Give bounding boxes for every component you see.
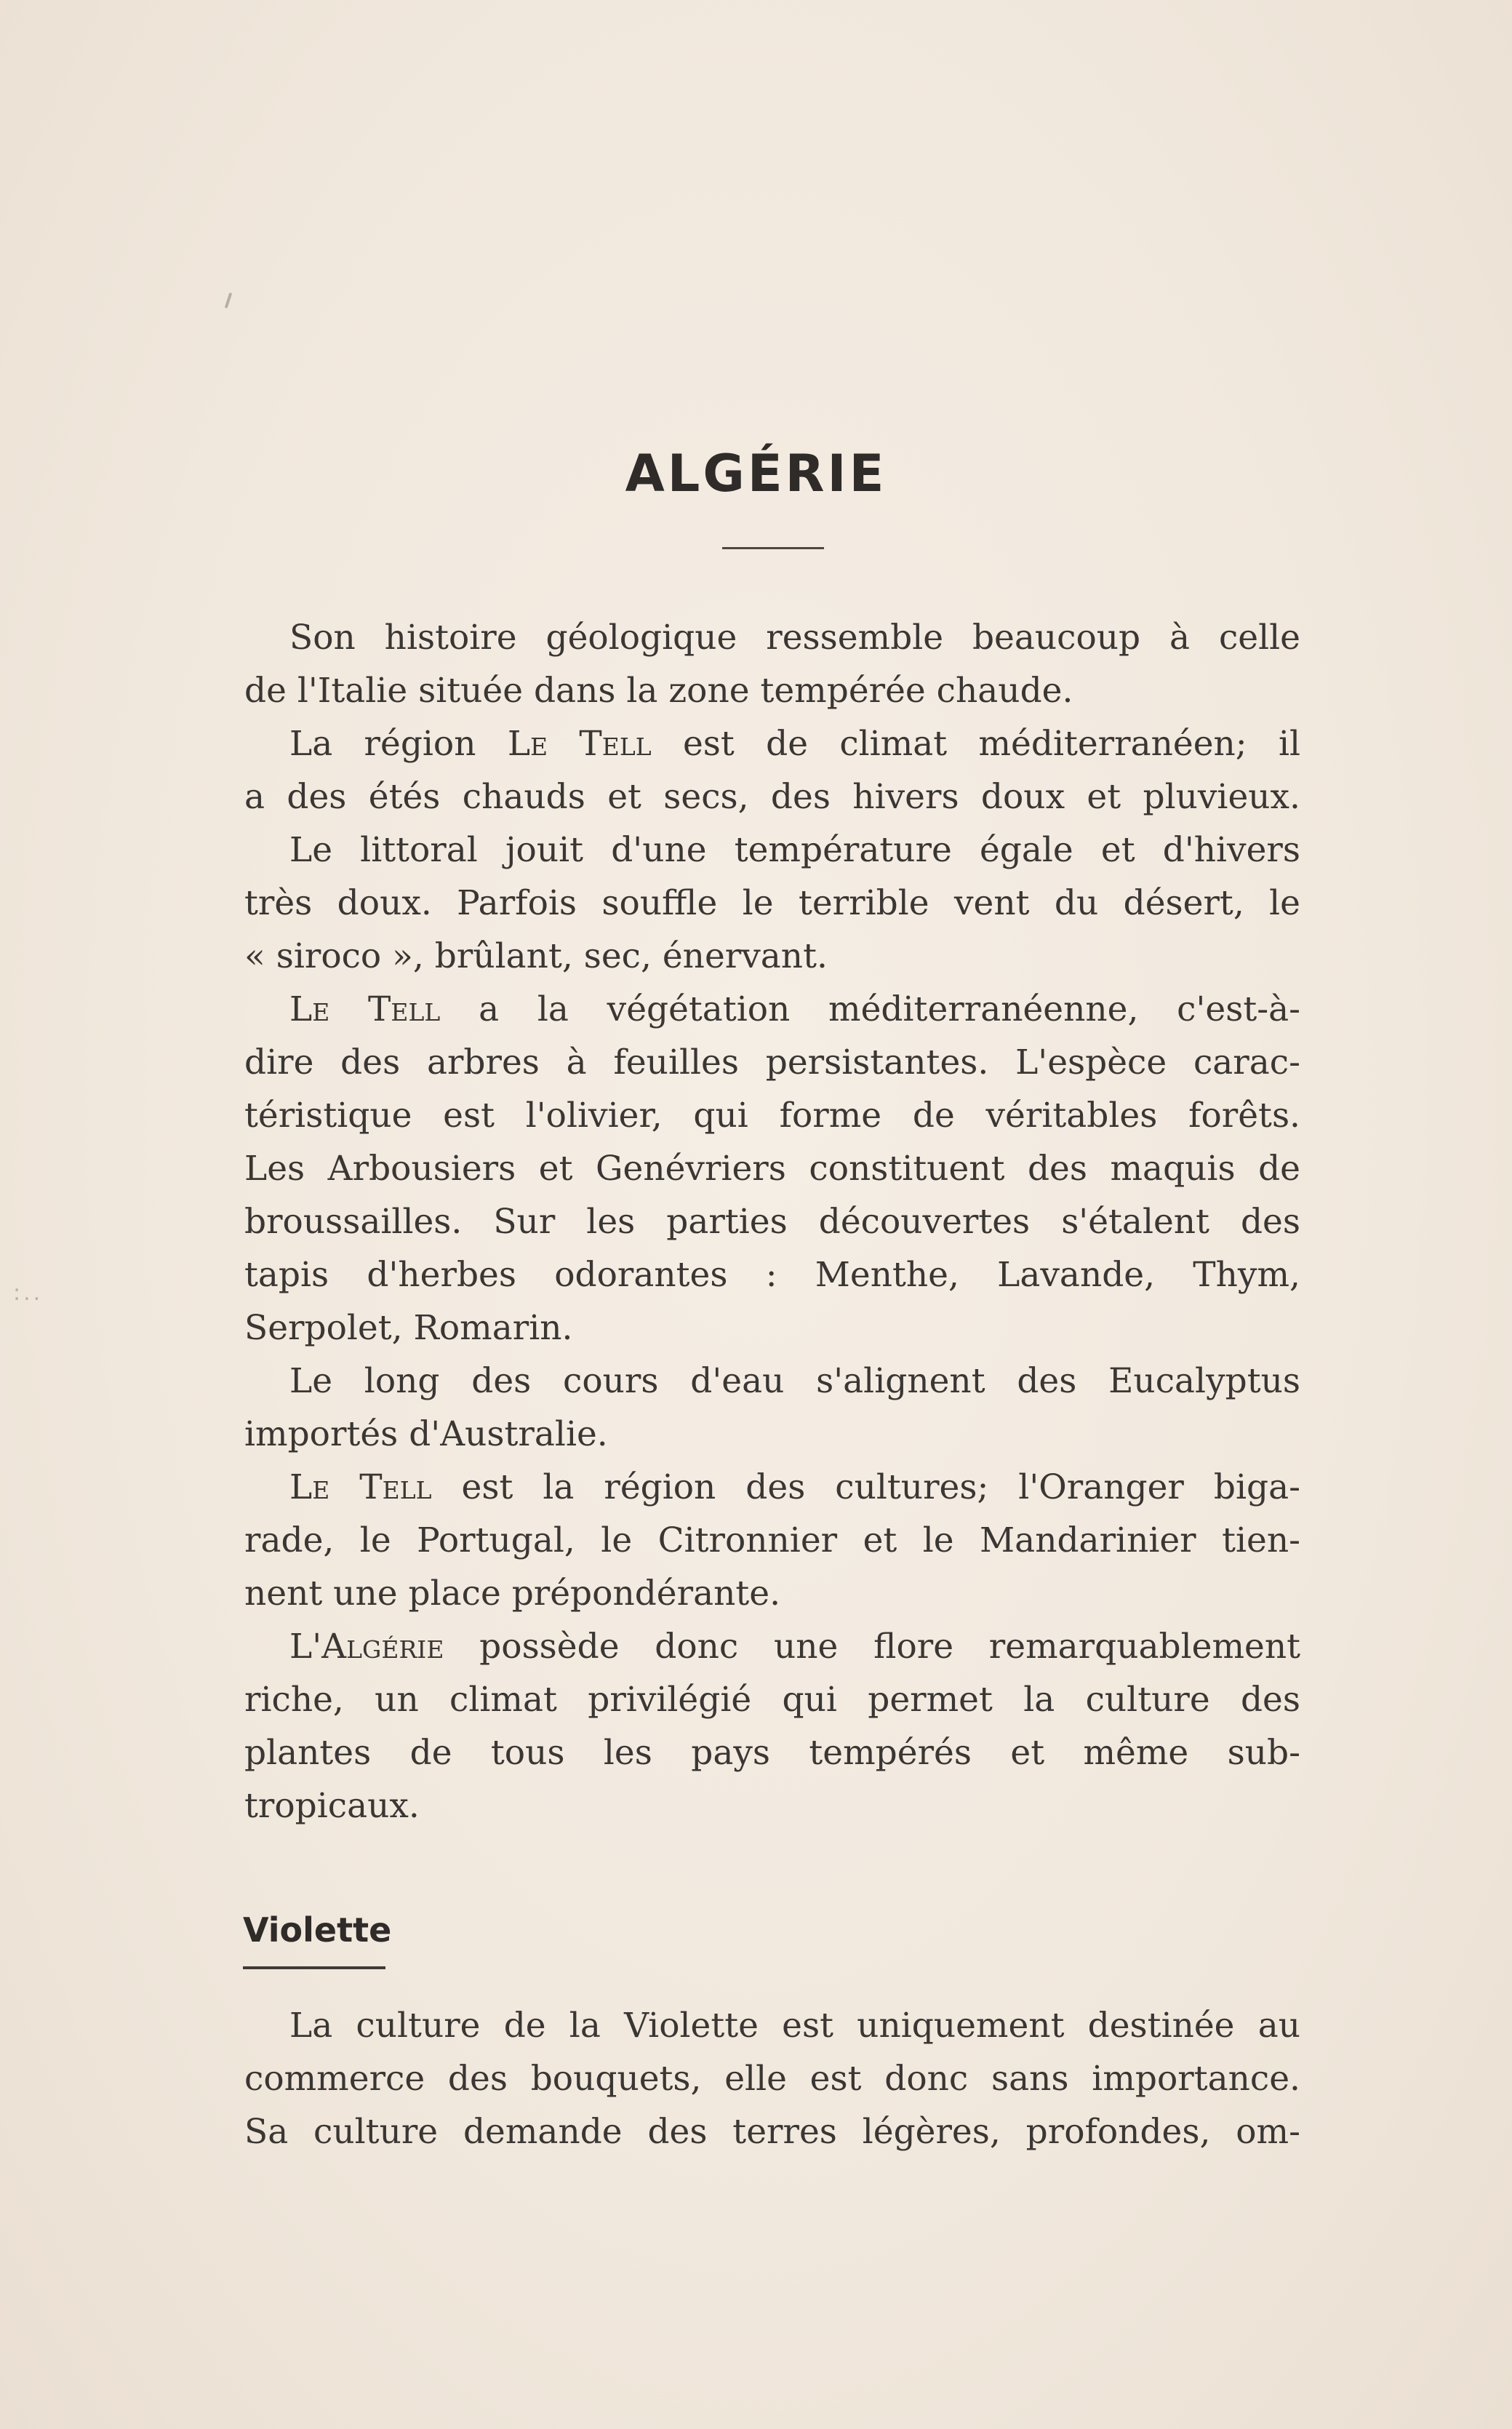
section-heading: Violette [243, 1910, 392, 1950]
text-line: dire des arbres à feuilles persistantes. L'espèce carac- [244, 1042, 1300, 1082]
text-line: tropicaux. [244, 1786, 420, 1826]
stray-mark [225, 292, 233, 308]
text-fragment: La région [289, 724, 508, 764]
text-line: commerce des bouquets, elle est donc sans importance. [244, 2059, 1300, 2099]
page-title: ALGÉRIE [625, 444, 887, 503]
text-line: téristique est l'olivier, qui forme de véritables forêts. [244, 1096, 1300, 1136]
text-line [244, 1461, 1300, 1514]
text-line: de l'Italie située dans la zone tempérée chaude. [244, 671, 1073, 711]
text-line: Les Arbousiers et Genévriers constituent des maquis de [244, 1149, 1300, 1189]
text-fragment: est la région des cultures; l'Oranger biga- [431, 1467, 1300, 1507]
small-caps-term: Le Tell [507, 724, 652, 764]
text-line: Le littoral jouit d'une température égale et d'hivers [289, 830, 1300, 870]
text-line: « siroco », brûlant, sec, énervant. [244, 936, 828, 976]
text-line: importés d'Australie. [244, 1414, 608, 1454]
section-rule [243, 1966, 385, 1969]
text-line: très doux. Parfois souffle le terrible vent du désert, le [244, 883, 1300, 923]
text-line [244, 717, 1300, 770]
text-fragment: L' [289, 1627, 322, 1667]
text-line: rade, le Portugal, le Citronnier et le Mandarinier tien- [244, 1520, 1300, 1560]
margin-dots: :.. [13, 1280, 44, 1306]
small-caps-term: Le Tell [289, 1467, 432, 1507]
small-caps-term: Le Tell [289, 989, 441, 1029]
text-fragment: a la végétation méditerranéenne, c'est-à- [440, 989, 1300, 1029]
text-line: Serpolet, Romarin. [244, 1308, 573, 1348]
text-line: La culture de la Violette est uniquement destinée au [289, 2006, 1300, 2046]
text-fragment: possède donc une flore remarquablement [444, 1627, 1300, 1667]
text-line: broussailles. Sur les parties découvertes s'étalent des [244, 1202, 1300, 1242]
text-line: plantes de tous les pays tempérés et même sub- [244, 1733, 1300, 1773]
text-line: Sa culture demande des terres légères, profondes, om- [244, 2112, 1300, 2152]
text-line: Le long des cours d'eau s'alignent des Eucalyptus [289, 1361, 1300, 1401]
text-line [244, 1620, 1300, 1673]
section-text [244, 1999, 1300, 2158]
text-line: a des étés chauds et secs, des hivers doux et pluvieux. [244, 777, 1300, 817]
text-line: riche, un climat privilégié qui permet la culture des [244, 1680, 1300, 1720]
text-line: tapis d'herbes odorantes : Menthe, Lavande, Thym, [244, 1255, 1300, 1295]
small-caps-term: Algérie [321, 1627, 444, 1667]
text-line: nent une place prépondérante. [244, 1574, 781, 1614]
main-text [244, 611, 1300, 1832]
text-line [244, 983, 1300, 1036]
title-rule [722, 547, 824, 549]
text-fragment: est de climat méditerranéen; il [651, 724, 1301, 764]
text-line: Son histoire géologique ressemble beaucoup à celle [289, 618, 1300, 658]
